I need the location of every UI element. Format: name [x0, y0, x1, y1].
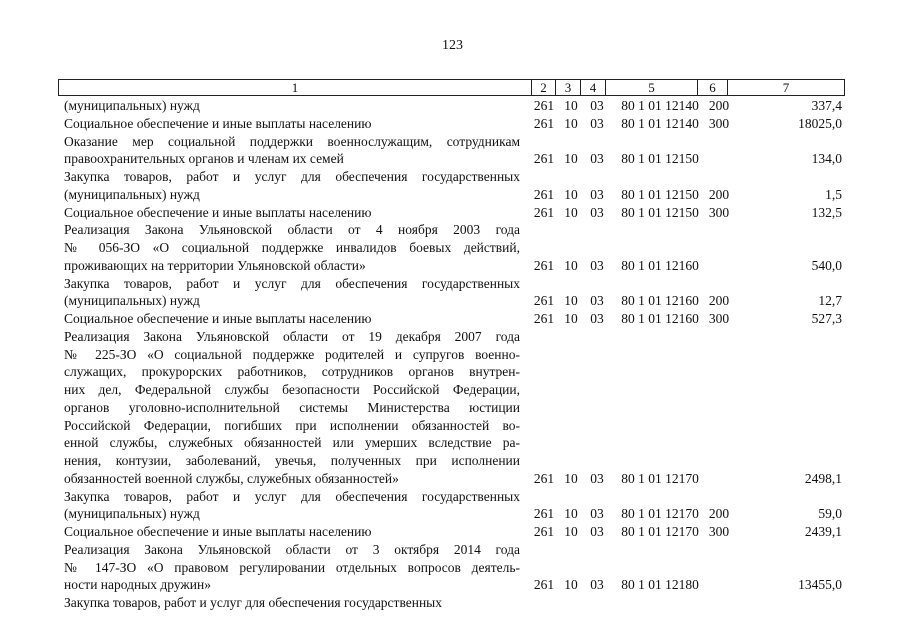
description-line: Социальное обеспечение и иные выплаты населению	[64, 204, 372, 220]
page-number: 123	[442, 38, 463, 53]
row-codes	[0, 204, 905, 222]
description-line: них дел, Федеральной службы безопасности Российской Федерации,	[64, 382, 520, 397]
code-section: 10	[564, 577, 578, 593]
amount: 13455,0	[798, 577, 842, 593]
code-grbs: 261	[533, 151, 555, 167]
table-header	[58, 79, 845, 96]
code-expense-type: 200	[708, 506, 730, 522]
description-line: Оказание мер социальной поддержки военнослужащим, сотрудникам	[64, 133, 520, 149]
code-subsection: 03	[590, 293, 604, 309]
code-grbs: 261	[533, 311, 555, 326]
code-grbs: 261	[533, 115, 555, 131]
description-line: Реализация Закона Ульяновской области от 19 декабря 2007 года	[64, 328, 520, 344]
table-row	[0, 204, 905, 222]
amount: 59,0	[818, 506, 842, 522]
row-codes	[0, 115, 905, 133]
description-line: Реализация Закона Ульяновской области от 3 октября 2014 года	[64, 541, 520, 557]
table-row	[0, 221, 905, 274]
description-line: ности народных дружин»	[64, 577, 211, 593]
header-col-3: 3	[555, 80, 580, 95]
code-subsection: 03	[590, 151, 604, 167]
table-row	[0, 168, 905, 204]
code-subsection: 03	[590, 115, 604, 131]
code-subsection: 03	[590, 524, 604, 539]
header-col-5: 5	[605, 80, 697, 95]
amount: 134,0	[811, 151, 842, 167]
description-line: Закупка товаров, работ и услуг для обеспечения государственных	[64, 488, 520, 504]
amount: 337,4	[811, 98, 842, 113]
code-expense-type: 300	[708, 524, 730, 539]
description-line: Реализация Закона Ульяновской области от 4 ноября 2003 года	[64, 222, 520, 238]
code-grbs: 261	[533, 98, 555, 113]
code-expense-type: 200	[708, 293, 730, 309]
code-subsection: 03	[590, 506, 604, 522]
description-line: правоохранительных органов и членам их семей	[64, 151, 344, 167]
header-col-7: 7	[727, 80, 844, 95]
code-expense-type: 200	[708, 98, 730, 113]
header-col-1: 1	[291, 80, 299, 95]
code-section: 10	[564, 257, 578, 273]
code-grbs: 261	[533, 257, 555, 273]
code-target-article: 80 1 01 12180	[621, 577, 699, 593]
code-expense-type: 300	[708, 311, 730, 326]
row-codes	[0, 505, 905, 523]
description-line: обязанностей военной службы, служебных обязанностей»	[64, 470, 399, 486]
code-section: 10	[564, 524, 578, 539]
code-expense-type: 200	[708, 186, 730, 202]
row-codes	[0, 257, 905, 275]
code-grbs: 261	[533, 186, 555, 202]
code-target-article: 80 1 01 12160	[621, 311, 699, 326]
code-target-article: 80 1 01 12150	[621, 151, 699, 167]
amount: 12,7	[818, 293, 842, 309]
row-codes	[0, 292, 905, 310]
code-target-article: 80 1 01 12170	[621, 524, 699, 539]
description-line: (муниципальных) нужд	[64, 506, 200, 522]
description-line: (муниципальных) нужд	[64, 293, 200, 309]
header-col-4: 4	[580, 80, 605, 95]
description-line: Российской Федерации, погибших при исполнении обязанностей во-	[64, 417, 520, 433]
amount: 527,3	[811, 311, 842, 326]
table-row	[0, 310, 905, 328]
code-section: 10	[564, 98, 578, 113]
code-target-article: 80 1 01 12170	[621, 506, 699, 522]
description-line: органов уголовно-исполнительной системы Министерства юстиции	[64, 399, 520, 415]
code-grbs: 261	[533, 577, 555, 593]
description-line: енной службы, служебных обязанностей или умерших вследствие ра-	[64, 435, 520, 451]
code-expense-type: 300	[708, 204, 730, 220]
code-subsection: 03	[590, 577, 604, 593]
row-codes	[0, 310, 905, 328]
code-target-article: 80 1 01 12150	[621, 204, 699, 220]
header-col-6: 6	[697, 80, 727, 95]
code-target-article: 80 1 01 12140	[621, 98, 699, 113]
description-line: Социальное обеспечение и иные выплаты населению	[64, 115, 372, 131]
code-expense-type: 300	[708, 115, 730, 131]
code-section: 10	[564, 204, 578, 220]
table-row	[0, 488, 905, 524]
row-description	[64, 328, 520, 488]
code-section: 10	[564, 470, 578, 486]
code-section: 10	[564, 311, 578, 326]
table-body	[0, 97, 905, 612]
row-codes	[0, 470, 905, 488]
description-line: Закупка товаров, работ и услуг для обеспечения государственных	[64, 595, 443, 610]
table-row	[0, 97, 905, 115]
table-row	[0, 541, 905, 594]
description-line: Закупка товаров, работ и услуг для обеспечения государственных	[64, 275, 520, 291]
header-col-2: 2	[531, 80, 555, 95]
table-row	[0, 523, 905, 541]
code-grbs: 261	[533, 506, 555, 522]
code-section: 10	[564, 115, 578, 131]
description-line: служащих, прокурорских работников, сотрудников органов внутрен-	[64, 364, 520, 380]
row-codes	[0, 594, 905, 612]
code-section: 10	[564, 506, 578, 522]
table-row	[0, 328, 905, 488]
row-codes	[0, 186, 905, 204]
description-line: Социальное обеспечение и иные выплаты населению	[64, 524, 372, 539]
code-subsection: 03	[590, 470, 604, 486]
amount: 2498,1	[804, 470, 842, 486]
code-subsection: 03	[590, 186, 604, 202]
code-grbs: 261	[533, 293, 555, 309]
code-grbs: 261	[533, 524, 555, 539]
description-line: Закупка товаров, работ и услуг для обеспечения государственных	[64, 169, 520, 184]
row-codes	[0, 523, 905, 541]
code-section: 10	[564, 151, 578, 167]
code-target-article: 80 1 01 12170	[621, 470, 699, 486]
amount: 132,5	[811, 204, 842, 220]
table-row	[0, 275, 905, 311]
amount: 18025,0	[798, 115, 842, 131]
code-subsection: 03	[590, 204, 604, 220]
code-target-article: 80 1 01 12160	[621, 293, 699, 309]
description-line: проживающих на территории Ульяновской области»	[64, 257, 366, 273]
description-line: нения, контузии, заболеваний, увечья, полученных при исполнении	[64, 453, 520, 468]
description-line: № 225-ЗО «О социальной поддержке родителей и супругов военно-	[64, 346, 520, 362]
amount: 2439,1	[804, 524, 842, 539]
code-grbs: 261	[533, 204, 555, 220]
description-line: (муниципальных) нужд	[64, 186, 200, 202]
row-codes	[0, 97, 905, 115]
code-section: 10	[564, 186, 578, 202]
code-section: 10	[564, 293, 578, 309]
description-line: (муниципальных) нужд	[64, 98, 200, 113]
code-subsection: 03	[590, 257, 604, 273]
code-subsection: 03	[590, 311, 604, 326]
description-line: № 147-ЗО «О правовом регулировании отдельных вопросов деятель-	[64, 559, 520, 575]
code-target-article: 80 1 01 12150	[621, 186, 699, 202]
amount: 540,0	[811, 257, 842, 273]
description-line: Социальное обеспечение и иные выплаты населению	[64, 311, 372, 326]
table-row	[0, 594, 905, 612]
code-subsection: 03	[590, 98, 604, 113]
table-row	[0, 133, 905, 169]
table-row	[0, 115, 905, 133]
amount: 1,5	[825, 186, 842, 202]
row-codes	[0, 576, 905, 594]
code-target-article: 80 1 01 12160	[621, 257, 699, 273]
row-codes	[0, 150, 905, 168]
code-grbs: 261	[533, 470, 555, 486]
code-target-article: 80 1 01 12140	[621, 115, 699, 131]
description-line: № 056-ЗО «О социальной поддержке инвалидов боевых действий,	[64, 240, 520, 255]
